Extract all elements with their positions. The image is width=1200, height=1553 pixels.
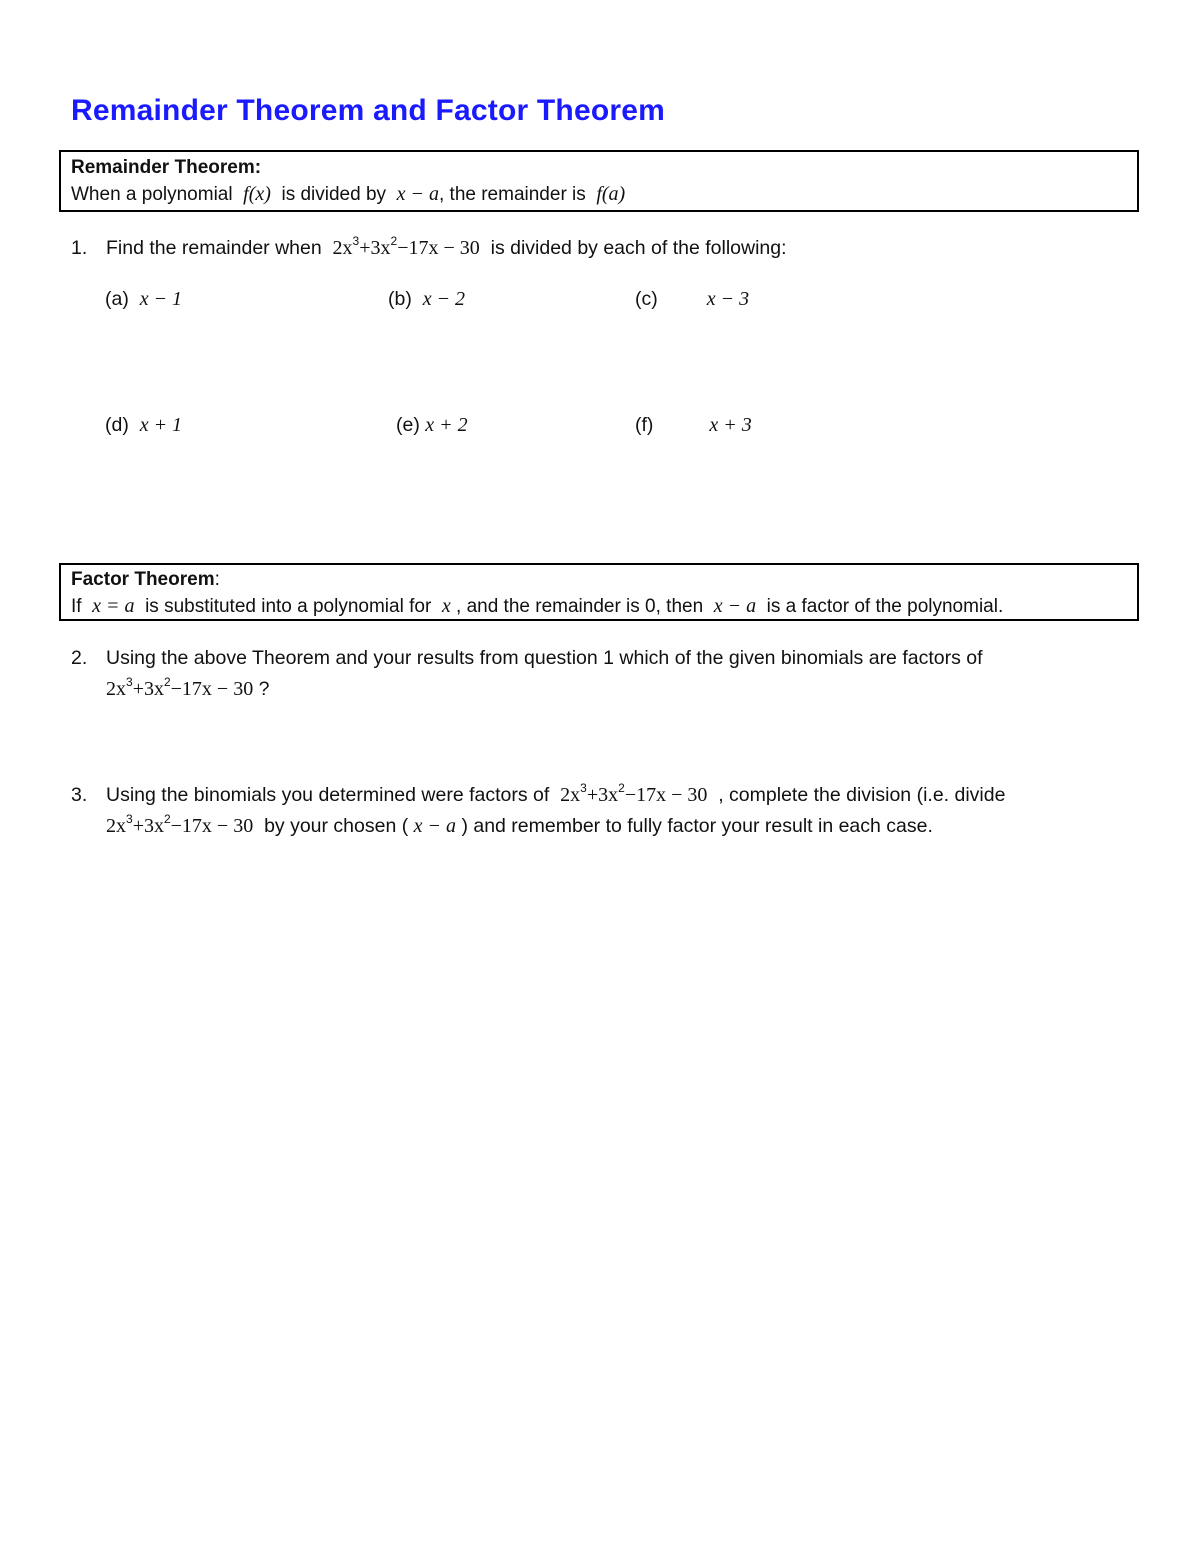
poly-mid: +3x xyxy=(132,678,164,700)
part-label: (c) xyxy=(635,288,658,310)
question-end-mark: ? xyxy=(258,678,270,700)
poly-tail: −17x − 30 xyxy=(170,678,254,700)
question-number: 2. xyxy=(71,647,88,669)
statement-text: When a polynomial xyxy=(71,184,233,205)
poly-exp-3: 3 xyxy=(126,675,133,689)
part-expression: x − 1 xyxy=(139,288,183,310)
page-title: Remainder Theorem and Factor Theorem xyxy=(71,94,666,127)
remainder-theorem-heading: Remainder Theorem: xyxy=(71,157,262,178)
poly-exp-3: 3 xyxy=(352,234,360,248)
statement-text: is divided by xyxy=(281,184,387,205)
poly-tail: −17x − 30 xyxy=(170,815,254,837)
divisor-expression: x − a xyxy=(396,183,439,205)
fx-expression: f(x) xyxy=(243,183,271,205)
part-label: (a) xyxy=(105,288,129,310)
question-continuation xyxy=(71,811,1005,842)
question-continuation xyxy=(71,674,983,705)
poly-lead: 2x xyxy=(332,237,353,259)
poly-lead: 2x xyxy=(106,678,126,700)
part-f xyxy=(635,414,752,437)
question-text: Using the binomials you determined were factors of xyxy=(106,784,550,806)
part-expression: x + 1 xyxy=(139,414,183,436)
part-label: (b) xyxy=(388,288,412,310)
part-d xyxy=(105,414,182,437)
polynomial-expression xyxy=(560,781,708,806)
poly-mid: +3x xyxy=(586,784,619,806)
question-text: Using the above Theorem and your results from question 1 which of the given binomials are factors of xyxy=(106,647,983,669)
part-b xyxy=(388,288,465,311)
question-number: 1. xyxy=(71,237,88,259)
poly-mid: +3x xyxy=(359,237,391,259)
poly-exp-2: 2 xyxy=(163,675,171,689)
substitution-expression: x = a xyxy=(92,595,135,617)
polynomial-expression xyxy=(332,234,480,259)
poly-exp-3: 3 xyxy=(126,812,133,826)
factor-heading-text: Factor Theorem xyxy=(71,569,215,590)
factor-heading-colon: : xyxy=(214,569,220,590)
statement-text: is a factor of the polynomial. xyxy=(766,596,1004,617)
poly-mid: +3x xyxy=(132,815,164,837)
question-number: 3. xyxy=(71,784,88,806)
factor-theorem-heading xyxy=(71,567,1127,593)
part-label: (e) xyxy=(396,414,420,436)
statement-text: , and the remainder is 0, then xyxy=(456,596,704,617)
poly-exp-2: 2 xyxy=(618,781,625,795)
remainder-theorem-box xyxy=(59,150,1139,212)
factor-theorem-box xyxy=(59,563,1139,621)
question-text: by your chosen ( xyxy=(264,815,409,837)
poly-lead: 2x xyxy=(560,784,581,806)
question-text: is divided by each of the following: xyxy=(490,237,787,259)
part-expression: x + 2 xyxy=(425,414,468,436)
part-a xyxy=(105,288,182,311)
factor-expression: x − a xyxy=(713,595,757,617)
poly-exp-2: 2 xyxy=(390,234,398,248)
poly-lead: 2x xyxy=(106,815,126,837)
statement-text: , the remainder is xyxy=(438,184,586,205)
question-text: , complete the division (i.e. divide xyxy=(718,784,1006,806)
question-1 xyxy=(71,233,787,264)
polynomial-expression xyxy=(106,675,254,700)
variable-x: x xyxy=(441,595,451,617)
part-e xyxy=(396,414,468,437)
question-text: Find the remainder when xyxy=(106,237,322,259)
question-2 xyxy=(71,643,983,705)
part-expression: x + 3 xyxy=(709,414,752,436)
part-expression: x − 3 xyxy=(706,288,750,310)
fa-expression: f(a) xyxy=(596,183,626,205)
question-text: ) and remember to fully factor your result in each case. xyxy=(461,815,933,837)
poly-tail: −17x − 30 xyxy=(624,784,708,806)
statement-text: If xyxy=(71,596,82,617)
part-label: (f) xyxy=(635,414,654,436)
remainder-theorem-statement xyxy=(71,181,1127,208)
poly-tail: −17x − 30 xyxy=(397,237,480,259)
part-c xyxy=(635,288,749,311)
poly-exp-2: 2 xyxy=(163,812,171,826)
chosen-divisor: x − a xyxy=(413,815,457,837)
question-3 xyxy=(71,780,1005,842)
poly-exp-3: 3 xyxy=(580,781,587,795)
part-expression: x − 2 xyxy=(422,288,466,310)
statement-text: is substituted into a polynomial for xyxy=(145,596,432,617)
polynomial-expression xyxy=(106,812,254,837)
factor-theorem-statement xyxy=(71,593,1127,620)
part-label: (d) xyxy=(105,414,129,436)
